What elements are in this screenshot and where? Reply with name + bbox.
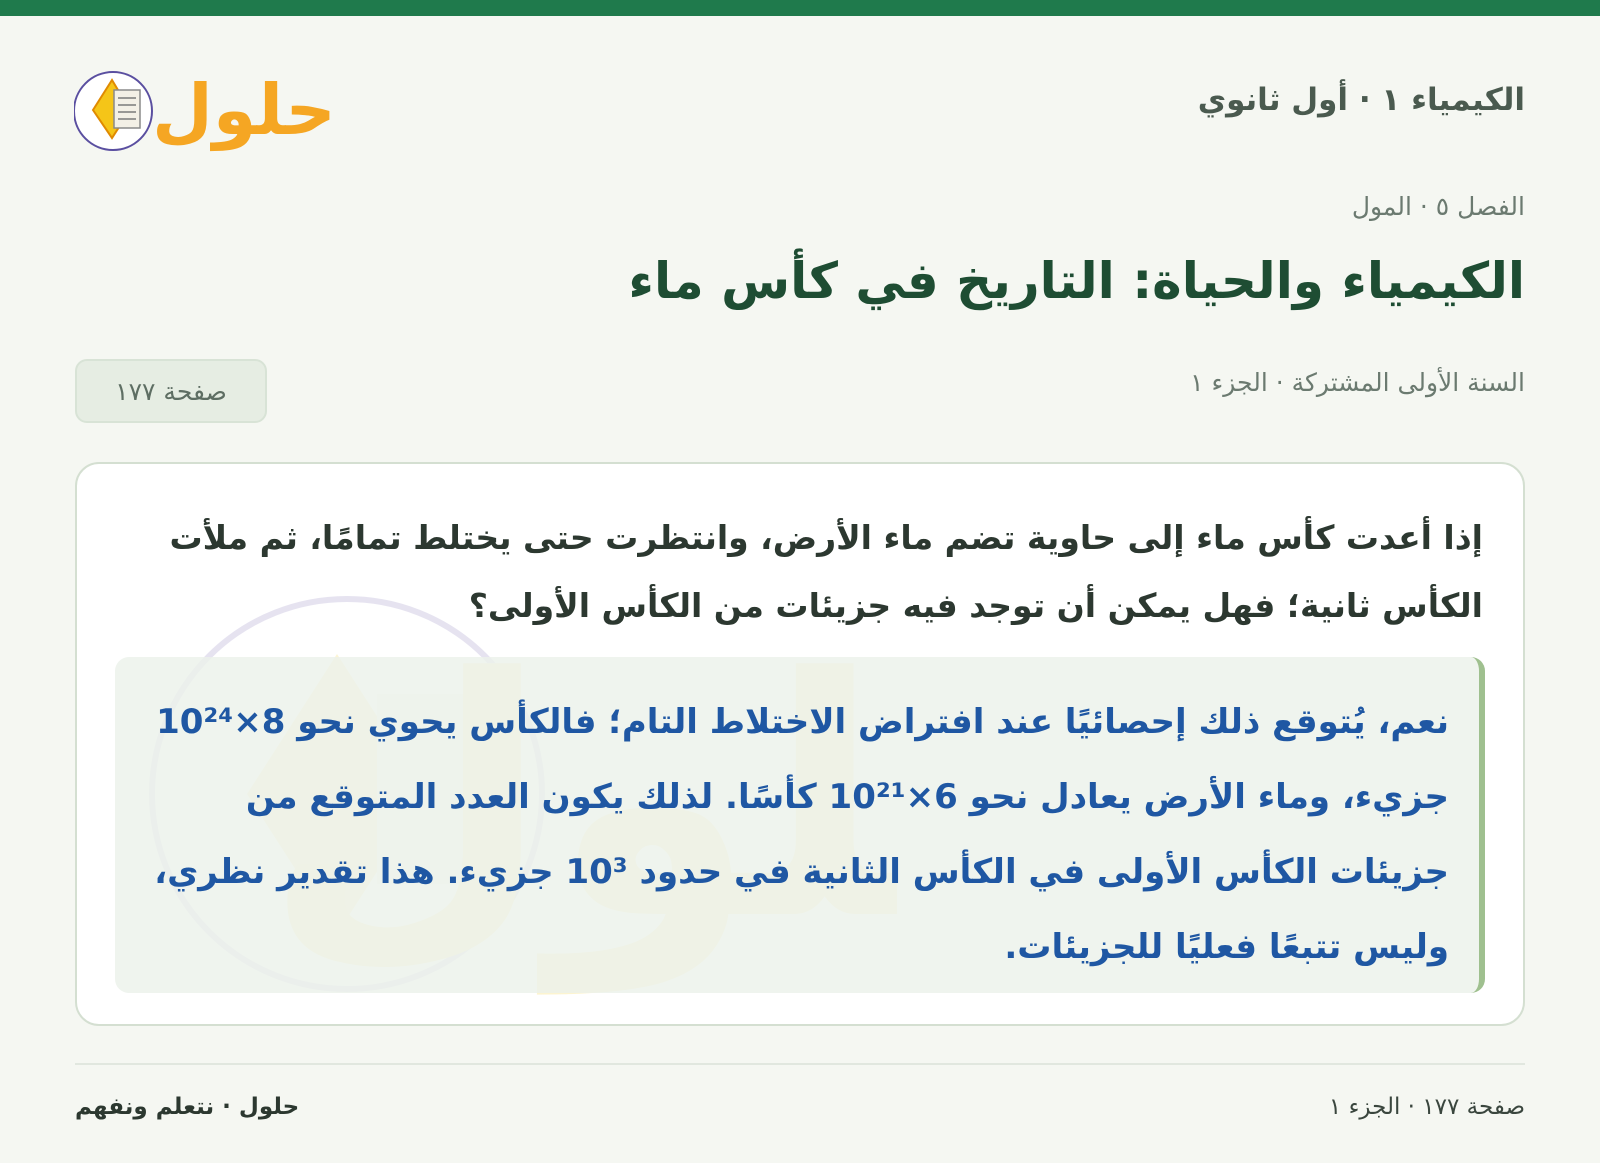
footer-divider: [75, 1063, 1525, 1065]
page-title: الكيمياء والحياة: التاريخ في كأس ماء: [628, 252, 1525, 310]
logo-wordmark: حلول: [152, 69, 334, 151]
top-accent-bar: [0, 0, 1600, 16]
footer-brand-tagline[interactable]: حلول · نتعلم ونفهم: [75, 1094, 300, 1120]
page-number-badge: صفحة ١٧٧: [75, 359, 267, 423]
question-card: [75, 462, 1525, 1026]
course-title: الكيمياء ١ · أول ثانوي: [1197, 82, 1525, 118]
site-logo[interactable]: [74, 52, 334, 162]
breadcrumb[interactable]: الفصل ٥ · المول: [1351, 192, 1525, 221]
answer-box: نعم، يُتوقع ذلك إحصائيًا عند افتراض الاختلاط التام؛ فالكأس يحوي نحو 8×10²⁴ جزيء، وماء الأرض يعادل نحو 6×10²¹ كأسًا. لذلك يكون العدد المتوقع من جزيئات الكأس الأولى في الكأس الثانية في حدود 10³ جزيء. هذا تقدير نظري، وليس تتبعًا فعليًا للجزيئات.: [115, 657, 1485, 993]
question-text: إذا أعدت كأس ماء إلى حاوية تضم ماء الأرض، وانتظرت حتى يختلط تمامًا، ثم ملأت الكأس ثانية؛ فهل يمكن أن توجد فيه جزيئات من الكأس الأولى؟: [169, 518, 1483, 625]
footer-page-info: صفحة ١٧٧ · الجزء ١: [1328, 1094, 1525, 1120]
volume-meta: السنة الأولى المشتركة · الجزء ١: [1190, 368, 1525, 397]
